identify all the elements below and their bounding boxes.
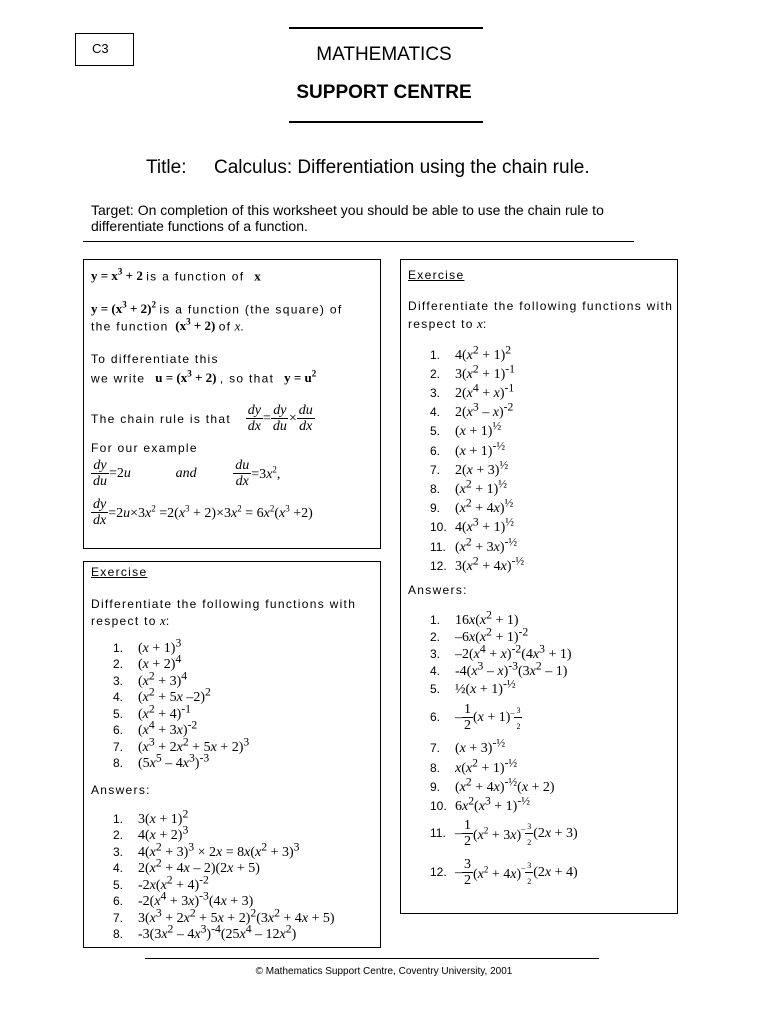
item-expression: $2(x^4 + x)^{-1}$ bbox=[455, 381, 515, 402]
exercise2-question-row bbox=[430, 532, 524, 555]
item-number: 3. bbox=[113, 673, 124, 688]
exercise1-answer-row bbox=[113, 856, 335, 877]
item-expression: $4(x + 2)^3$ bbox=[138, 823, 189, 844]
exercise2-question-row bbox=[430, 340, 524, 363]
exercise2-questions bbox=[430, 340, 525, 574]
item-number: 7. bbox=[430, 462, 441, 477]
item-expression: ($x^2 + 5x$ –2)$^2$ bbox=[138, 685, 211, 706]
item-number: 5. bbox=[113, 706, 124, 721]
item-expression: – $\frac{3}{2}$ $(x^2 + 4x)^-$ $\frac{3}{2}$ (2x + 4) bbox=[455, 856, 578, 888]
exercise2-heading: Exercise bbox=[408, 268, 465, 282]
item-expression: $(x^2 + 3x)^{-\frac{1}{2}}$ bbox=[455, 534, 518, 555]
item-number: 10. bbox=[430, 520, 447, 535]
exercise2-answers-label: Answers: bbox=[408, 583, 468, 597]
item-number: 9. bbox=[430, 501, 441, 516]
item-expression: $(x + 1)^{-\frac{1}{2}}$ bbox=[455, 438, 506, 459]
intro-line1: $y = x^3 + 2$ is a function of x bbox=[91, 267, 261, 284]
item-number: 3. bbox=[113, 844, 124, 859]
exercise2-answer-row bbox=[430, 848, 578, 888]
item-expression: $(x + 3)^{-\frac{1}{2}}$ bbox=[455, 736, 506, 756]
exercise1-instr1: Differentiate the following functions with bbox=[91, 597, 357, 611]
item-expression: $3(x^2 + 4x)^{-\frac{1}{2}}$ bbox=[455, 554, 525, 574]
item-number: 10. bbox=[430, 798, 447, 813]
item-number: 4. bbox=[113, 690, 124, 705]
exercise2-answer-row bbox=[430, 733, 578, 756]
item-number: 11. bbox=[430, 825, 446, 840]
item-expression: $(x^4 + 3x)^{-2}$ bbox=[138, 718, 198, 739]
item-expression: $(x^2 + 4)^{-1}$ bbox=[138, 702, 191, 722]
item-number: 6. bbox=[430, 709, 441, 724]
exercise2-answer-row bbox=[430, 657, 578, 679]
item-expression: $(x + 1)^3$ bbox=[138, 636, 182, 656]
item-expression: $-2(x^4 + x)^{-2}(4x^3 + 1)$ bbox=[455, 642, 572, 662]
item-expression: $(5x^5 - 4x^3)^{-3}$ bbox=[138, 751, 210, 772]
exercise1-question-row bbox=[113, 652, 249, 673]
intro-line2: $y = (x^3 + 2)^2$ is a function (the square) of bbox=[91, 300, 343, 317]
item-expression: $2(x + 3)^{\frac{1}{2}}$ bbox=[455, 458, 509, 478]
item-expression: – $\frac{1}{2}$ (x + 1)– $\frac{3}{2}$ bbox=[455, 701, 521, 733]
item-expression: $2(x^2 + 4x - 2)(2x + 5)$ bbox=[138, 856, 260, 877]
item-number: 8. bbox=[113, 756, 124, 771]
exercise1-answer-row bbox=[113, 806, 335, 827]
item-expression: $-6x(x^2 + 1)^{-2}$ bbox=[455, 625, 529, 645]
item-number: 7. bbox=[113, 739, 124, 754]
item-number: 7. bbox=[430, 740, 441, 755]
exercise2-instr1: Differentiate the following functions with bbox=[408, 299, 674, 313]
item-number: 6. bbox=[113, 894, 124, 909]
exercise2-answer-row bbox=[430, 693, 578, 733]
exercise2-answers bbox=[430, 606, 578, 888]
item-expression: $-2(x^4 + 3x)^{-3}(4x + 3)$ bbox=[138, 889, 254, 910]
item-expression: $4(x^3 + 1)^{\frac{1}{2}}$ bbox=[455, 515, 515, 536]
header-top-rule bbox=[289, 27, 483, 29]
exercise1-answers-label: Answers: bbox=[91, 783, 151, 797]
exercise2-answer-row bbox=[430, 606, 578, 628]
item-expression: $4(x^2 + 1)^2$ bbox=[455, 343, 512, 363]
item-expression: $(x^2 + 4x)^{-\frac{1}{2}}(x + 2)$ bbox=[455, 775, 555, 795]
exercise2-instr2: respect to x: bbox=[408, 316, 487, 331]
item-expression: $(x^2 + 1)^{\frac{1}{2}}$ bbox=[455, 477, 508, 497]
item-expression: $4(x^2 + 3)^3 \times 2x = 8x(x^2 + 3)^3$ bbox=[138, 840, 300, 860]
exercise2-question-row bbox=[430, 398, 524, 421]
item-number: 2. bbox=[430, 366, 441, 381]
item-number: 1. bbox=[430, 612, 441, 627]
exercise2-answer-row bbox=[430, 753, 578, 776]
intro-line3: the function $(x^3 + 2)$ of x. bbox=[91, 317, 244, 334]
exercise2-question-row bbox=[430, 359, 524, 382]
title-label: Title: bbox=[146, 157, 187, 178]
target-rule bbox=[83, 241, 634, 242]
header-bottom-rule bbox=[289, 121, 483, 123]
item-expression: $2(x^3 - x)^{-2}$ bbox=[455, 400, 514, 421]
target-line2: differentiate functions of a function. bbox=[91, 218, 308, 234]
exercise1-question-row bbox=[113, 734, 250, 755]
worksheet-code: C3 bbox=[92, 41, 109, 56]
exercise2-answer-row bbox=[430, 640, 578, 662]
exercise2-answer-row bbox=[430, 791, 578, 814]
exercise2-question-row bbox=[430, 436, 524, 459]
exercise2-answer-row bbox=[430, 810, 578, 848]
item-number: 5. bbox=[430, 681, 441, 696]
exercise1-instr2: respect to x: bbox=[91, 613, 170, 628]
item-expression: $16x(x^2 + 1)$ bbox=[455, 608, 519, 628]
exercise2-question-row bbox=[430, 494, 524, 517]
item-number: 5. bbox=[430, 424, 441, 439]
footer-text: © Mathematics Support Centre, Coventry University, 2001 bbox=[255, 966, 513, 977]
exercise2-question-row bbox=[430, 551, 525, 574]
item-expression: $-2x(x^2 + 4)^{-2}$ bbox=[138, 873, 209, 893]
item-expression: $(x^2 + 4x)^{\frac{1}{2}}$ bbox=[455, 496, 514, 517]
item-expression: – $\frac{1}{2}$ $(x^2 + 3x)^-$ $\frac{3}{2}$ (2x + 3) bbox=[455, 817, 578, 849]
item-expression: $3(x^2 + 1)^{-1}$ bbox=[455, 362, 515, 382]
title-text: Calculus: Differentiation using the chain rule. bbox=[214, 157, 590, 178]
item-number: 1. bbox=[430, 347, 441, 362]
item-number: 1. bbox=[113, 811, 124, 826]
item-expression: $3(x^3 + 2x^2 + 5x + 2)^2(3x^2 + 4x + 5)$ bbox=[138, 906, 335, 926]
item-number: 6. bbox=[113, 723, 124, 738]
exercise2-question-row bbox=[430, 455, 524, 478]
exercise1-answer-row bbox=[113, 823, 335, 844]
header-line1: MATHEMATICS bbox=[316, 44, 452, 65]
exercise1-answer-row bbox=[113, 839, 335, 860]
exercise2-question-row bbox=[430, 513, 524, 536]
item-number: 4. bbox=[430, 663, 441, 678]
item-expression: $3(x + 1)^2$ bbox=[138, 807, 189, 827]
exercise2-question-row bbox=[430, 474, 524, 497]
exercise1-heading: Exercise bbox=[91, 565, 148, 579]
exercise2-answer-row bbox=[430, 623, 578, 645]
exercise2-answer-row bbox=[430, 772, 578, 795]
exercise1-answers bbox=[113, 806, 335, 943]
item-number: 12. bbox=[430, 864, 447, 879]
item-number: 7. bbox=[113, 910, 124, 925]
exercise1-answer-row bbox=[113, 905, 335, 926]
chain-rule-line: The chain rule is that $\frac{dy}{dx}$ = $\frac{dy}{du}$ × $\frac{du}{dx}$ bbox=[91, 403, 313, 435]
item-number: 11. bbox=[430, 539, 446, 554]
item-expression: $6x^2(x^3 + 1)^{-\frac{1}{2}}$ bbox=[455, 794, 530, 814]
item-expression: $-4(x^3 - x)^{-3}(3x^2 - 1)$ bbox=[455, 659, 568, 679]
exercise1-question-row bbox=[113, 718, 249, 739]
item-number: 4. bbox=[430, 405, 441, 420]
exercise1-questions bbox=[113, 635, 250, 772]
item-expression: $(x + 1)^{\frac{1}{2}}$ bbox=[455, 419, 502, 440]
exercise1-answer-row bbox=[113, 889, 335, 910]
item-number: 12. bbox=[430, 558, 447, 573]
item-number: 5. bbox=[113, 877, 124, 892]
footer-rule bbox=[145, 958, 599, 959]
item-expression: $x(x^2 + 1)^{-\frac{1}{2}}$ bbox=[455, 756, 518, 776]
item-number: 3. bbox=[430, 386, 441, 401]
item-number: 2. bbox=[430, 629, 441, 644]
item-number: 9. bbox=[430, 779, 441, 794]
item-number: 1. bbox=[113, 640, 124, 655]
item-number: 3. bbox=[430, 646, 441, 661]
target-line1: Target: On completion of this worksheet you should be able to use the chain rule to bbox=[91, 202, 604, 218]
item-number: 6. bbox=[430, 443, 441, 458]
intro-line4: To differentiate this bbox=[91, 352, 219, 366]
item-expression: $(x^2 + 3)^4$ bbox=[138, 669, 188, 689]
item-number: 8. bbox=[113, 927, 124, 942]
item-expression: $(x + 2)^4$ bbox=[138, 652, 182, 673]
item-number: 2. bbox=[113, 828, 124, 843]
item-expression: ½(x + 1)$^{-\frac{1}{2}}$ bbox=[455, 677, 516, 697]
example-line1: $\frac{dy}{du}$ =2u and $\frac{du}{dx}$ $=3x^2$, bbox=[93, 458, 281, 490]
exercise1-question-row bbox=[113, 668, 249, 689]
intro-line5: we write $u = (x^3 + 2)$ , so that $y = u^2$ bbox=[91, 369, 317, 386]
item-expression: $(x^3 + 2x^2 + 5x + 2)^3$ bbox=[138, 735, 250, 755]
example-line2: $\frac{dy}{dx}$ $=2u\times 3x^2 =2(x^3 + 2)\times 3x^2 = 6x^2(x^3 +2)$ bbox=[93, 497, 313, 529]
exercise1-question-row bbox=[113, 635, 249, 656]
intro-line7: For our example bbox=[91, 441, 198, 455]
exercise2-question-row bbox=[430, 378, 524, 402]
exercise1-question-row bbox=[113, 701, 249, 722]
item-number: 8. bbox=[430, 481, 441, 496]
header-line2: SUPPORT CENTRE bbox=[296, 82, 472, 103]
exercise1-question-row bbox=[113, 685, 249, 706]
item-expression: $-3(3x^2 - 4x^3)^{-4}(25x^4 - 12x^2)$ bbox=[138, 922, 297, 943]
item-number: 4. bbox=[113, 861, 124, 876]
item-number: 8. bbox=[430, 760, 441, 775]
item-number: 2. bbox=[113, 657, 124, 672]
